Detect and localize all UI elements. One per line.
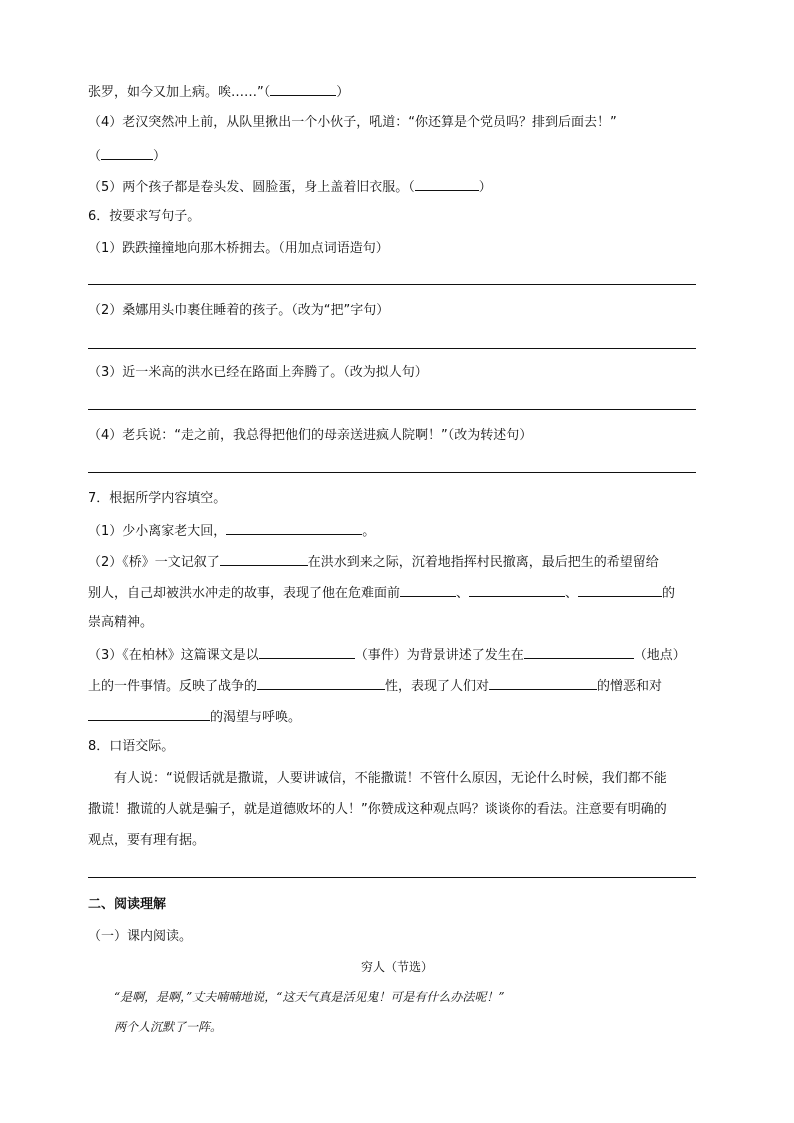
question-line: （ ）	[88, 146, 166, 166]
question-line: 上的一件事情。反映了战争的 性，表现了人们对 的憎恶和对	[88, 676, 662, 696]
question-line: 崇高精神。	[88, 615, 154, 630]
question-item: （4）老汉突然冲上前，从队里揪出一个小伙子，吼道：“你还算是个党员吗？排到后面去！”	[88, 115, 617, 130]
question-line: 别人，自己却被洪水冲走的故事，表现了他在危难面前 、 、 的	[88, 583, 675, 603]
answer-blank[interactable]	[400, 583, 456, 597]
answer-line[interactable]	[88, 472, 696, 473]
answer-line[interactable]	[88, 348, 696, 349]
answer-blank[interactable]	[578, 583, 662, 597]
question-heading: 6．按要求写句子。	[88, 209, 201, 224]
passage-title: 穷人（节选）	[360, 960, 433, 974]
answer-blank[interactable]	[415, 177, 479, 191]
section-subheading: （一）课内阅读。	[88, 929, 193, 944]
question-item: （3）近一米高的洪水已经在路面上奔腾了。（改为拟人句）	[88, 365, 428, 380]
answer-blank[interactable]	[226, 521, 362, 535]
question-heading: 7．根据所学内容填空。	[88, 491, 227, 506]
question-item: （1）少小离家老大回， 。	[88, 521, 375, 541]
question-item: （4）老兵说：“走之前，我总得把他们的母亲送进疯人院啊！”（改为转述句）	[88, 428, 533, 443]
question-heading: 8．口语交际。	[88, 739, 175, 754]
answer-line[interactable]	[88, 284, 696, 285]
question-paragraph: 观点，要有理有据。	[88, 833, 206, 848]
question-line: 张罗，如今又加上病。唉……”（ ）	[88, 82, 349, 102]
answer-blank[interactable]	[257, 676, 385, 690]
answer-blank[interactable]	[489, 676, 597, 690]
answer-line[interactable]	[88, 877, 696, 878]
question-item: （2）桑娜用头巾裹住睡着的孩子。（改为“把”字句）	[88, 303, 390, 318]
passage-paragraph: “是啊，是啊，”丈夫喃喃地说，“这天气真是活见鬼！可是有什么办法呢！”	[114, 990, 505, 1004]
question-paragraph: 有人说：“说假话就是撒谎，人要讲诚信，不能撒谎！不管什么原因，无论什么时候，我们都不能	[114, 771, 667, 786]
question-item: （2）《桥》一文记叙了 在洪水到来之际，沉着地指挥村民撤离，最后把生的希望留给	[88, 552, 659, 572]
answer-blank[interactable]	[88, 707, 210, 721]
section-heading: 二、阅读理解	[88, 897, 167, 912]
answer-blank[interactable]	[101, 146, 153, 160]
answer-blank[interactable]	[524, 645, 634, 659]
answer-line[interactable]	[88, 409, 696, 410]
question-item: （3）《在柏林》这篇课文是以 （事件）为背景讲述了发生在 （地点）	[88, 645, 686, 665]
answer-blank[interactable]	[469, 583, 565, 597]
question-paragraph: 撒谎！撒谎的人就是骗子，就是道德败坏的人！”你赞成这种观点吗？谈谈你的看法。注意要有明确的	[88, 802, 667, 817]
question-item: （5）两个孩子都是卷头发、圆脸蛋，身上盖着旧衣服。（ ）	[88, 177, 492, 197]
passage-paragraph: 两个人沉默了一阵。	[114, 1020, 223, 1034]
answer-blank[interactable]	[259, 645, 355, 659]
question-line: 的渴望与呼唤。	[88, 707, 301, 727]
answer-blank[interactable]	[220, 552, 308, 566]
question-item: （1）跌跌撞撞地向那木桥拥去。（用加点词语造句）	[88, 241, 389, 256]
answer-blank[interactable]	[270, 82, 336, 96]
